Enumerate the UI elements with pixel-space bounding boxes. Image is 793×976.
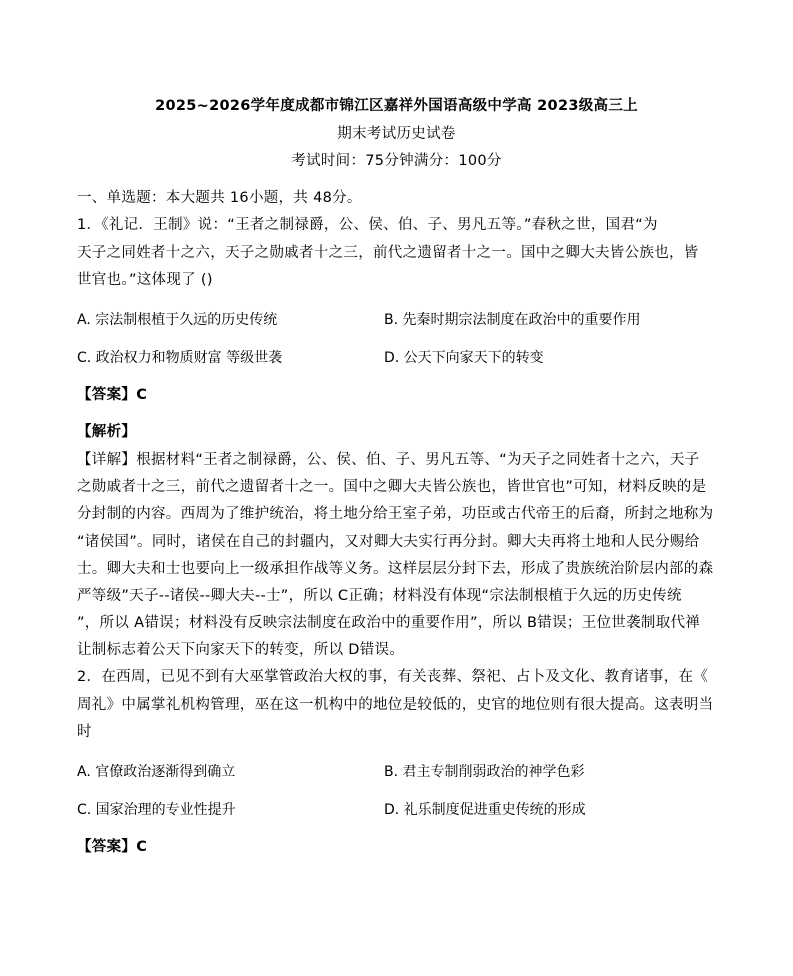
q1-stem-line-2: 天子之同姓者十之六，天子之勋戚者十之三，前代之遗留者十之一。国中之卿大夫皆公族也，皆: [77, 245, 699, 261]
q1-answer: 【答案】C: [77, 387, 148, 403]
q1-analysis-line-1: 【详解】根据材料“王者之制禄爵，公、侯、伯、子、男凡五等、“为天子之同姓者十之六，天子: [77, 452, 700, 468]
q1-analysis-line-6: 严等级”天子--诸侯--卿大夫--士”，所以 C正确；材料没有体现“宗法制根植于久远的历史传统: [77, 588, 682, 604]
q1-analysis-line-4: “诸侯国”。同时，诸侯在自己的封疆内，又对卿大夫实行再分封。卿大夫再将土地和人民分赐给: [77, 534, 700, 550]
q2-answer: 【答案】C: [77, 839, 148, 855]
q2-stem-line-1: 2．在西周，已见不到有大巫掌管政治大权的事，有关丧葬、祭祀、占卜及文化、教育诸事，在《: [77, 669, 709, 685]
q2-stem-line-3: 时: [77, 724, 92, 740]
exam-info: 考试时间：75分钟满分：100分: [291, 153, 502, 169]
q1-stem-line-3: 世官也。”这体现了 (): [77, 272, 213, 288]
exam-title-line1: 2025~2026学年度成都市锦江区嘉祥外国语高级中学高 2023级高三上: [155, 98, 638, 114]
q1-analysis-line-3: 分封制的内容。西周为了维护统治，将土地分给王室子弟，功臣或古代帝王的后裔，所封之地称为: [77, 506, 714, 522]
q2-option-d: D. 礼乐制度促进重史传统的形成: [384, 802, 586, 818]
q1-option-c: C. 政治权力和物质财富 等级世袭: [77, 350, 283, 366]
q1-stem-line-1: 1．《礼记．王制》说：“王者之制禄爵，公、侯、伯、子、男凡五等。”春秋之世，国君“为: [77, 217, 658, 233]
exam-title-line2: 期末考试历史试卷: [337, 126, 456, 142]
q1-analysis-line-7: ”，所以 A错误；材料没有反映宗法制度在政治中的重要作用”，所以 B错误；王位世袭制取代禅: [77, 615, 701, 631]
section-heading: 一、单选题：本大题共 16小题，共 48分。: [77, 190, 362, 206]
q1-analysis-line-5: 士。卿大夫和士也要向上一级承担作战等义务。这样层层分封下去，形成了贵族统治阶层内部的森: [77, 561, 714, 577]
q1-option-a: A. 宗法制根植于久远的历史传统: [77, 312, 278, 328]
q1-option-b: B. 先秦时期宗法制度在政治中的重要作用: [384, 312, 641, 328]
q2-option-c: C. 国家治理的专业性提升: [77, 802, 236, 818]
q1-analysis-line-2: 之勋戚者十之三，前代之遗留者十之一。国中之卿大夫皆公族也，皆世官也”可知，材料反映的是: [77, 479, 707, 495]
q2-option-a: A. 官僚政治逐渐得到确立: [77, 764, 236, 780]
q2-stem-line-2: 周礼》中属掌礼机构管理，巫在这一机构中的地位是较低的，史官的地位则有很大提高。这表明当: [77, 697, 714, 713]
q1-analysis-line-8: 让制标志着公天下向家天下的转变，所以 D错误。: [77, 642, 405, 658]
q2-option-b: B. 君主专制削弱政治的神学色彩: [384, 764, 585, 780]
q1-option-d: D. 公天下向家天下的转变: [384, 350, 544, 366]
q1-analysis-heading: 【解析】: [77, 424, 137, 440]
